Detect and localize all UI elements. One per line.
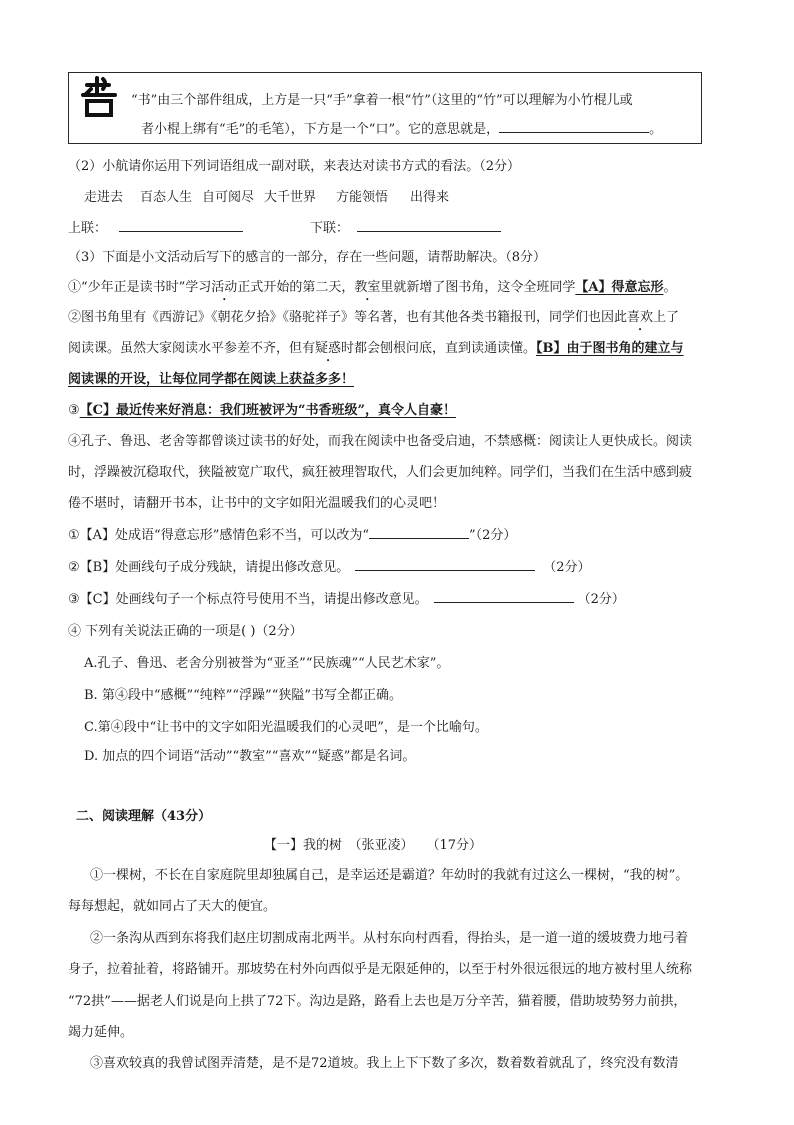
q2-word-4: 方能领悟	[336, 190, 389, 205]
sub-question-2	[68, 556, 591, 575]
marked-sentence-b-cont: 阅读课的开设，让每位同学都在阅读上获益多多！	[68, 372, 355, 387]
q2-word-3: 大千世界	[264, 190, 317, 205]
text: ②图书角里有《西游记》《朝花夕拾》《骆驼祥子》等名著，也有其他各类书籍报刊，同学们也因此	[68, 310, 628, 325]
article-title: 【一】我的树 （张亚凌） （17分）	[264, 838, 483, 853]
dotted-word-yihuo: 疑惑	[315, 341, 342, 356]
score: （2分）	[577, 592, 625, 607]
answer-blank-c[interactable]	[434, 590, 574, 603]
text: 时都会刨根问底，直到读通读懂。	[341, 341, 537, 356]
q2-word-1: 百态人生	[140, 190, 193, 205]
q2-word-2: 自可阅尽	[202, 190, 255, 205]
intro-line-2-end: 。	[649, 122, 663, 137]
sub-question-1	[68, 524, 516, 543]
essay-para-4-line-3: 倦不堪时，请翻开书本，让书中的文字如阳光温暖我们的心灵吧！	[68, 496, 446, 511]
lower-couplet-blank[interactable]	[357, 219, 501, 232]
marked-sentence-b: 【B】由于图书角的建立与	[536, 341, 684, 356]
answer-blank-idiom[interactable]	[369, 526, 469, 539]
article-para-1-line-2: 每每想起，就如同占了天大的便宜。	[68, 899, 277, 914]
essay-para-2-line-2	[68, 337, 684, 356]
q2-prompt: （2）小航请你运用下列词语组成一副对联，来表达对读书方式的看法。（2分）	[68, 159, 521, 174]
dotted-word-huodong: 活动	[211, 280, 238, 295]
option-b: B. 第④段中“感概”“纯粹”“浮躁”“狭隘”书写全都正确。	[84, 688, 402, 703]
sub-question-3	[68, 588, 625, 607]
essay-para-4-line-1: ④孔子、鲁迅、老舍等都曾谈过读书的好处，而我在阅读中也备受启迪，不禁感概：阅读让人更快成长。阅读	[68, 434, 693, 449]
upper-couplet-label: 上联：	[68, 221, 108, 236]
marked-sentence-c: 【C】最近传来好消息：我们班被评为“书香班级”，真令人自豪！	[79, 403, 456, 418]
lower-couplet-row	[310, 217, 501, 236]
marked-phrase-a: 【A】得意忘形	[575, 280, 664, 295]
essay-para-2-line-1	[68, 306, 679, 325]
text: ①“少年正是读书时”学习	[68, 280, 212, 295]
sub-question-4: ④ 下列有关说法正确的一项是( )（2分）	[68, 624, 303, 639]
lower-couplet-label: 下联：	[310, 221, 350, 236]
intro-line-1: “书”由三个部件组成，上方是一只“手”拿着一根“竹”（这里的“竹”可以理解为小竹棍儿或	[131, 93, 633, 108]
text: ③【C】处画线句子一个标点符号使用不当，请提出修改意见。	[68, 592, 428, 607]
essay-para-1	[68, 276, 676, 295]
article-para-2-line-3: “72拱”——据老人们说是向上拱了72下。沟边是路，路看上去也是万分辛苦，猫着腰，借助坡势努力前拱，	[68, 994, 687, 1009]
text: ①【A】处成语“得意忘形”感情色彩不当，可以改为“	[68, 528, 369, 543]
score: （2分）	[543, 560, 591, 575]
dotted-word-jiaoshi: 教室	[354, 280, 381, 295]
intro-line-2	[141, 118, 662, 137]
upper-couplet-blank[interactable]	[119, 219, 243, 232]
text: ”（2分）	[468, 528, 517, 543]
text: 。	[663, 280, 677, 295]
text: 上了	[653, 310, 680, 325]
article-para-2-line-4: 竭力延伸。	[68, 1025, 134, 1040]
option-c: C.第④段中“让书中的文字如阳光温暖我们的心灵吧”，是一个比喻句。	[84, 720, 488, 735]
intro-line-2-text: 者小棍上绑有“毛”的毛笔），下方是一个“口”。它的意思就是，	[141, 122, 500, 137]
answer-blank-meaning[interactable]	[499, 120, 649, 133]
ancient-shu-character-icon	[77, 75, 121, 119]
q3-prompt: （3）下面是小文活动后写下的感言的一部分，存在一些问题，请帮助解决。（8分）	[68, 250, 547, 265]
option-d: D. 加点的四个词语“活动”“教室”“喜欢”“疑惑”都是名词。	[84, 749, 416, 764]
q2-word-0: 走进去	[84, 190, 124, 205]
option-a: A.孔子、鲁迅、老舍分别被誉为“亚圣”“民族魂”“人民艺术家”。	[84, 656, 450, 671]
essay-para-4-line-2: 时，浮躁被沉稳取代，狭隘被宽广取代，疯狂被理智取代，人们会更加纯粹。同学们，当我们在生活中感到疲	[68, 465, 693, 480]
text: ③	[68, 403, 80, 418]
text: 里就新增了图书角，这令全班同学	[380, 280, 576, 295]
character-explanation-box	[68, 72, 702, 144]
answer-blank-b[interactable]	[355, 558, 535, 571]
essay-para-3	[68, 399, 456, 418]
text: 正式开始的第二天，	[237, 280, 355, 295]
text: ②【B】处画线句子成分残缺，请提出修改意见。	[68, 560, 350, 575]
section-2-heading: 二、阅读理解（43分）	[76, 809, 212, 824]
article-para-2-line-1: ②一条沟从西到东将我们赵庄切割成南北两半。从村东向村西看，得抬头，是一道一道的缓坡费力地弓着	[90, 931, 689, 946]
article-para-1-line-1: ①一棵树，不长在自家庭院里却独属自己，是幸运还是霸道？年幼时的我就有过这么一棵树，“我的树”。	[90, 868, 689, 883]
text: 阅读课。虽然大家阅读水平参差不齐，但有	[68, 341, 316, 356]
article-para-3-line-1: ③喜欢较真的我曾试图弄清楚，是不是72道坡。我上上下下数了多次，数着数着就乱了，终究没有数清	[90, 1056, 679, 1071]
article-para-2-line-2: 身子，拉着扯着，将路铺开。那坡势在村外向西似乎是无限延伸的，以至于村外很远很远的地方被村里人统称	[68, 962, 693, 977]
q2-word-5: 出得来	[410, 190, 450, 205]
upper-couplet-row	[68, 217, 243, 236]
dotted-word-xihuan: 喜欢	[627, 310, 654, 325]
